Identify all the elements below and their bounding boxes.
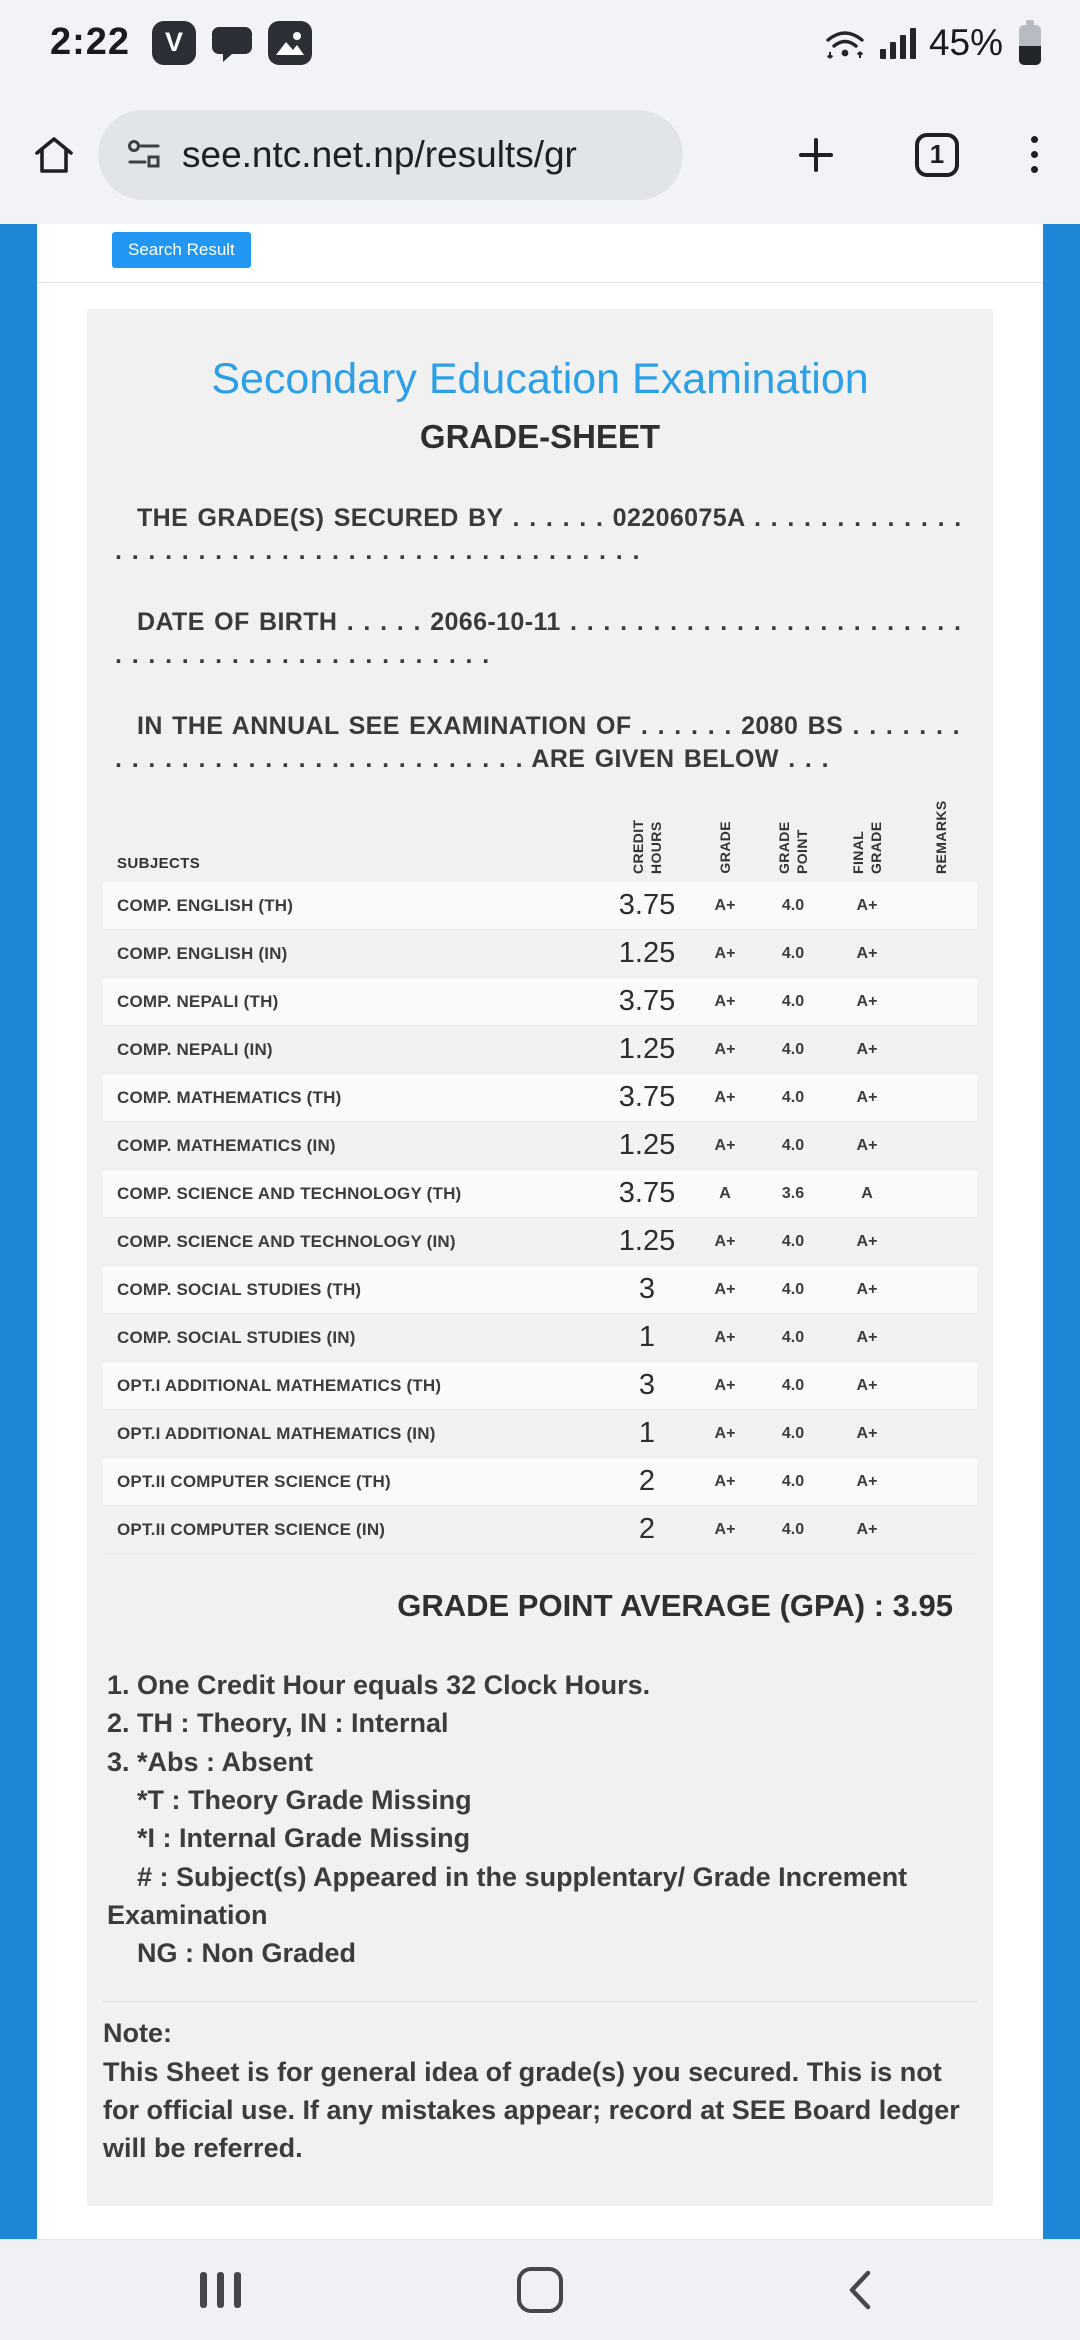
cell-remarks bbox=[905, 1170, 977, 1217]
note-item: 2. TH : Theory, IN : Internal bbox=[107, 1708, 449, 1739]
table-row bbox=[103, 882, 977, 930]
cell-credit-hours: 3 bbox=[638, 1369, 656, 1401]
notification-icons bbox=[152, 21, 312, 65]
cell-grade: A+ bbox=[714, 992, 736, 1010]
cell-remarks bbox=[905, 1506, 977, 1553]
cell-grade-point: 4.0 bbox=[781, 1088, 805, 1106]
cell-grade: A+ bbox=[714, 1232, 736, 1250]
note-heading: Note: bbox=[103, 2017, 172, 2048]
cell-subject: OPT.I ADDITIONAL MATHEMATICS (TH) bbox=[117, 1375, 442, 1395]
cell-grade-point: 4.0 bbox=[781, 1136, 805, 1154]
cell-final-grade: A+ bbox=[856, 1088, 878, 1106]
cell-credit-hours: 1.25 bbox=[618, 937, 676, 969]
table-row bbox=[103, 1074, 977, 1122]
chat-bubble-icon bbox=[210, 21, 254, 65]
cell-final-grade: A+ bbox=[856, 1472, 878, 1490]
table-row bbox=[103, 1506, 977, 1554]
back-button[interactable] bbox=[843, 2267, 877, 2313]
cell-subject: COMP. ENGLISH (IN) bbox=[117, 943, 288, 963]
cell-subject: COMP. SCIENCE AND TECHNOLOGY (TH) bbox=[117, 1183, 462, 1203]
table-row bbox=[103, 978, 977, 1026]
note-item: *I : Internal Grade Missing bbox=[137, 1823, 471, 1854]
wifi-icon bbox=[823, 26, 867, 60]
cell-remarks bbox=[905, 1410, 977, 1457]
cell-final-grade: A+ bbox=[856, 944, 878, 962]
gallery-notification-icon bbox=[268, 21, 312, 65]
url-text[interactable]: see.ntc.net.np/results/gr bbox=[182, 133, 577, 175]
cell-grade: A+ bbox=[714, 1328, 736, 1346]
note-item: 1. One Credit Hour equals 32 Clock Hours. bbox=[107, 1670, 651, 1700]
cell-subject: COMP. NEPALI (TH) bbox=[117, 991, 279, 1011]
signal-strength-icon bbox=[880, 27, 916, 59]
cell-grade-point: 4.0 bbox=[781, 1472, 805, 1490]
cell-grade-point: 4.0 bbox=[781, 1376, 805, 1394]
cell-remarks bbox=[905, 1266, 977, 1313]
note-item: NG : Non Graded bbox=[137, 1938, 357, 1969]
cell-credit-hours: 3.75 bbox=[618, 889, 676, 921]
header-remarks: REMARKS bbox=[932, 800, 949, 874]
header-final-grade: FINAL GRADE bbox=[849, 821, 884, 874]
note-body: This Sheet is for general idea of grade(s) you secured. This is not for official use. If any mistakes appear; record at SEE Board ledger will be referred. bbox=[103, 2056, 960, 2164]
table-header-row bbox=[103, 800, 977, 882]
cell-grade: A+ bbox=[714, 1280, 736, 1298]
tab-switcher-button[interactable] bbox=[915, 133, 959, 177]
cell-final-grade: A+ bbox=[856, 896, 878, 914]
table-row bbox=[103, 1218, 977, 1266]
cell-grade: A bbox=[719, 1184, 731, 1202]
notes-list bbox=[103, 1666, 977, 1973]
cell-remarks bbox=[905, 1122, 977, 1169]
page-content bbox=[37, 224, 1043, 2239]
cell-grade-point: 4.0 bbox=[781, 1232, 805, 1250]
recents-button[interactable] bbox=[200, 2272, 241, 2308]
cell-grade: A+ bbox=[714, 944, 736, 962]
cell-final-grade: A+ bbox=[856, 1040, 878, 1058]
cell-grade-point: 3.6 bbox=[781, 1184, 805, 1202]
cell-subject: COMP. MATHEMATICS (IN) bbox=[117, 1135, 336, 1155]
cell-final-grade: A+ bbox=[856, 1136, 878, 1154]
cell-final-grade: A+ bbox=[856, 1328, 878, 1346]
table-body bbox=[103, 882, 977, 1554]
url-bar[interactable] bbox=[98, 110, 683, 200]
cell-grade-point: 4.0 bbox=[781, 1520, 805, 1538]
cell-remarks bbox=[905, 1314, 977, 1361]
cell-credit-hours: 1 bbox=[638, 1321, 656, 1353]
home-icon bbox=[30, 131, 78, 179]
cell-remarks bbox=[905, 1218, 977, 1265]
clock: 2:22 bbox=[50, 21, 131, 63]
header-credit-hours: CREDIT HOURS bbox=[629, 819, 664, 874]
cell-grade: A+ bbox=[714, 1376, 736, 1394]
cell-credit-hours: 1.25 bbox=[618, 1129, 676, 1161]
browser-toolbar bbox=[0, 85, 1080, 224]
gpa-line: GRADE POINT AVERAGE (GPA) : 3.95 bbox=[397, 1588, 953, 1623]
header-grade: GRADE bbox=[716, 821, 733, 874]
search-result-band bbox=[37, 224, 1043, 283]
table-row bbox=[103, 1026, 977, 1074]
cell-credit-hours: 3 bbox=[638, 1273, 656, 1305]
cell-grade: A+ bbox=[714, 1136, 736, 1154]
cell-subject: COMP. SCIENCE AND TECHNOLOGY (IN) bbox=[117, 1231, 456, 1251]
table-row bbox=[103, 930, 977, 978]
note-item: *T : Theory Grade Missing bbox=[137, 1784, 472, 1815]
cell-subject: OPT.II COMPUTER SCIENCE (TH) bbox=[117, 1471, 391, 1491]
battery-percentage: 45% bbox=[928, 21, 1003, 63]
cell-credit-hours: 3.75 bbox=[618, 1081, 676, 1113]
cell-credit-hours: 1 bbox=[638, 1417, 656, 1449]
cell-remarks bbox=[905, 1026, 977, 1073]
cell-grade-point: 4.0 bbox=[781, 1280, 805, 1298]
secured-by-line: THE GRADE(S) SECURED BY . . . . . . 02206075A . . . . . . . . . . . . . . . . . . . . . . . . . . . . . . . . . . . . . . . . . . . . . bbox=[115, 504, 962, 565]
search-result-button[interactable]: Search Result bbox=[112, 232, 251, 268]
cell-subject: COMP. MATHEMATICS (TH) bbox=[117, 1087, 342, 1107]
cell-grade-point: 4.0 bbox=[781, 1424, 805, 1442]
cell-credit-hours: 3.75 bbox=[618, 985, 676, 1017]
site-info-icon[interactable] bbox=[124, 135, 164, 175]
cell-grade-point: 4.0 bbox=[781, 896, 805, 914]
cell-final-grade: A+ bbox=[856, 1232, 878, 1250]
cell-subject: OPT.I ADDITIONAL MATHEMATICS (IN) bbox=[117, 1423, 436, 1443]
cell-grade: A+ bbox=[714, 1520, 736, 1538]
table-row bbox=[103, 1314, 977, 1362]
table-row bbox=[103, 1410, 977, 1458]
back-chevron-icon bbox=[843, 2267, 877, 2313]
table-row bbox=[103, 1122, 977, 1170]
cell-remarks bbox=[905, 882, 977, 929]
tab-count: 1 bbox=[929, 139, 945, 169]
status-bar bbox=[0, 0, 1080, 85]
grade-sheet-card bbox=[87, 309, 993, 2206]
cell-grade: A+ bbox=[714, 1424, 736, 1442]
cell-subject: COMP. NEPALI (IN) bbox=[117, 1039, 273, 1059]
battery-icon bbox=[1016, 20, 1044, 66]
note-item: # : Subject(s) Appeared in the supplentary/ Grade Increment Examination bbox=[107, 1861, 908, 1930]
cell-final-grade: A+ bbox=[856, 1424, 878, 1442]
exam-year-line: IN THE ANNUAL SEE EXAMINATION OF . . . . . . 2080 BS . . . . . . . . . . . . . . . . . . . . . . . . . . . . . . . . ARE GIVEN BELOW . . . bbox=[115, 712, 961, 773]
cell-grade-point: 4.0 bbox=[781, 944, 805, 962]
cell-final-grade: A+ bbox=[856, 992, 878, 1010]
cell-grade-point: 4.0 bbox=[781, 992, 805, 1010]
menu-button[interactable] bbox=[1025, 130, 1044, 179]
cell-grade: A+ bbox=[714, 1472, 736, 1490]
cell-remarks bbox=[905, 1458, 977, 1505]
cell-subject: COMP. SOCIAL STUDIES (TH) bbox=[117, 1279, 362, 1299]
grade-sheet-title: GRADE-SHEET bbox=[419, 418, 661, 455]
cell-credit-hours: 1.25 bbox=[618, 1033, 676, 1065]
cell-final-grade: A+ bbox=[856, 1280, 878, 1298]
cell-final-grade: A bbox=[861, 1184, 873, 1202]
cell-subject: OPT.II COMPUTER SCIENCE (IN) bbox=[117, 1519, 386, 1539]
cell-credit-hours: 3.75 bbox=[618, 1177, 676, 1209]
cell-credit-hours: 2 bbox=[638, 1465, 656, 1497]
cell-credit-hours: 2 bbox=[638, 1513, 656, 1545]
date-of-birth-line: DATE OF BIRTH . . . . . 2066-10-11 . . . . . . . . . . . . . . . . . . . . . . . . . . . . . . . . . . . . . . . . . . . . . . . bbox=[115, 608, 962, 669]
table-row bbox=[103, 1362, 977, 1410]
cell-remarks bbox=[905, 978, 977, 1025]
cell-credit-hours: 1.25 bbox=[618, 1225, 676, 1257]
cell-final-grade: A+ bbox=[856, 1376, 878, 1394]
cell-grade: A+ bbox=[714, 1040, 736, 1058]
cell-grade: A+ bbox=[714, 896, 736, 914]
plus-icon bbox=[793, 132, 839, 178]
note-item: 3. *Abs : Absent bbox=[107, 1746, 314, 1777]
header-subjects: SUBJECTS bbox=[117, 855, 201, 872]
cell-subject: COMP. ENGLISH (TH) bbox=[117, 895, 294, 915]
grade-table bbox=[103, 800, 977, 1554]
disclaimer-section bbox=[103, 2001, 977, 2168]
bottom-nav bbox=[0, 2239, 1080, 2340]
table-row bbox=[103, 1266, 977, 1314]
home-button[interactable] bbox=[30, 131, 78, 179]
cell-final-grade: A+ bbox=[856, 1520, 878, 1538]
table-row bbox=[103, 1458, 977, 1506]
new-tab-button[interactable] bbox=[793, 132, 839, 178]
header-grade-point: GRADE POINT bbox=[775, 821, 810, 874]
cell-subject: COMP. SOCIAL STUDIES (IN) bbox=[117, 1327, 356, 1347]
status-indicators bbox=[823, 20, 1044, 66]
table-row bbox=[103, 1170, 977, 1218]
exam-title: Secondary Education Examination bbox=[211, 355, 869, 403]
cell-grade: A+ bbox=[714, 1088, 736, 1106]
home-nav-button[interactable] bbox=[517, 2267, 563, 2313]
cell-remarks bbox=[905, 930, 977, 977]
cell-grade-point: 4.0 bbox=[781, 1328, 805, 1346]
cell-grade-point: 4.0 bbox=[781, 1040, 805, 1058]
web-page bbox=[0, 224, 1080, 2239]
cell-remarks bbox=[905, 1362, 977, 1409]
v-app-notification-icon: V bbox=[152, 21, 196, 65]
cell-remarks bbox=[905, 1074, 977, 1121]
